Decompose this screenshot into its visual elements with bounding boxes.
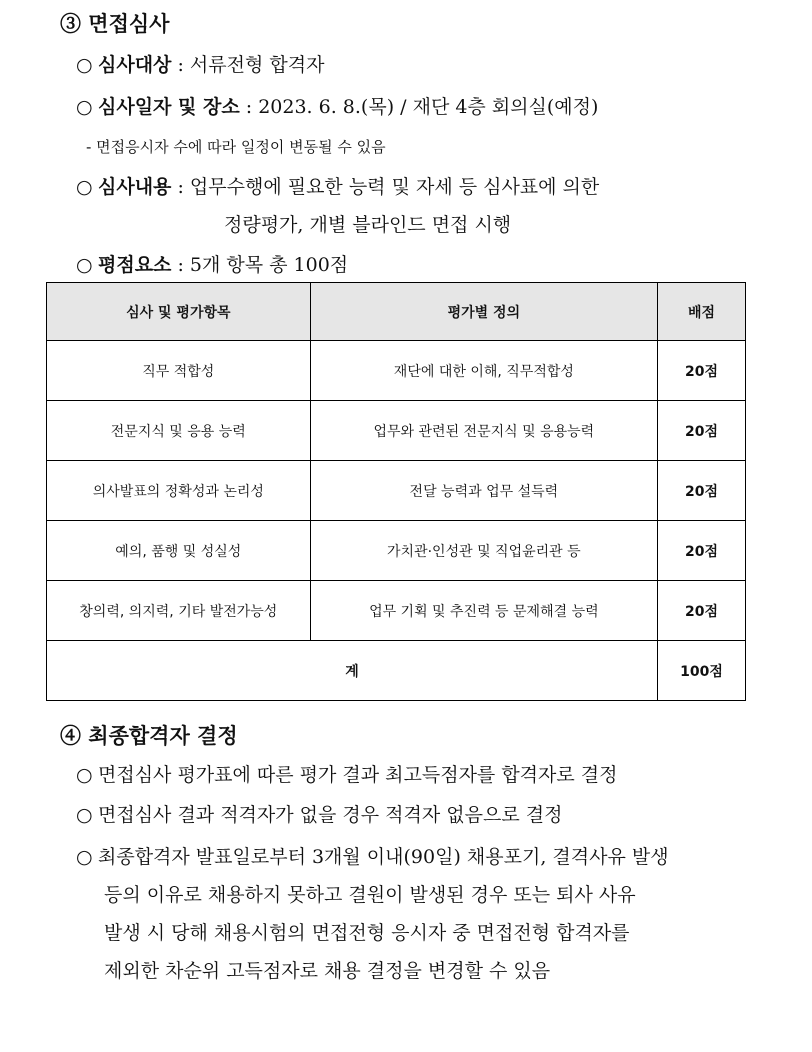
item-label: 심사일자 및 장소 <box>98 96 240 118</box>
header-points: 배점 <box>658 283 746 341</box>
bullet: ○ <box>76 846 93 868</box>
bullet: ○ <box>76 254 93 276</box>
item-content <box>76 172 599 199</box>
table-row <box>47 581 746 641</box>
cell-definition: 가치관·인성관 및 직업윤리관 등 <box>310 521 657 581</box>
item-label: 심사내용 <box>98 176 172 198</box>
table-row <box>47 521 746 581</box>
bullet: ○ <box>76 804 93 826</box>
header-item: 심사 및 평가항목 <box>47 283 311 341</box>
cell-item: 예의, 품행 및 성실성 <box>47 521 311 581</box>
cell-definition: 전달 능력과 업무 설득력 <box>310 461 657 521</box>
cell-definition: 업무 기획 및 추진력 등 문제해결 능력 <box>310 581 657 641</box>
cell-item: 전문지식 및 응용 능력 <box>47 401 311 461</box>
cell-points: 20점 <box>658 401 746 461</box>
cell-points: 20점 <box>658 581 746 641</box>
item-text: 2023. 6. 8.(목) / 재단 4층 회의실(예정) <box>258 96 599 118</box>
final-item-3-cont: 등의 이유로 채용하지 못하고 결원이 발생된 경우 또는 퇴사 사유 <box>104 884 636 906</box>
final-item-3 <box>76 842 669 869</box>
item-text: 5개 항목 총 100점 <box>189 254 349 276</box>
table-row <box>47 461 746 521</box>
cell-points: 20점 <box>658 521 746 581</box>
cell-item: 의사발표의 정확성과 논리성 <box>47 461 311 521</box>
section-3-title: ③ 면접심사 <box>60 11 170 36</box>
item-text: 면접심사 결과 적격자가 없을 경우 적격자 없음으로 결정 <box>98 804 563 826</box>
schedule-note: - 면접응시자 수에 따라 일정이 변동될 수 있음 <box>86 138 386 156</box>
cell-points: 20점 <box>658 341 746 401</box>
separator: : <box>239 96 259 118</box>
total-points: 100점 <box>658 641 746 701</box>
item-label: 평점요소 <box>98 254 172 276</box>
final-item-1 <box>76 760 617 787</box>
item-label: 심사대상 <box>98 54 172 76</box>
bullet: ○ <box>76 54 93 76</box>
cell-points: 20점 <box>658 461 746 521</box>
item-text: 업무수행에 필요한 능력 및 자세 등 심사표에 의한 <box>189 176 600 198</box>
final-item-3-cont: 발생 시 당해 채용시험의 면접전형 응시자 중 면접전형 합격자를 <box>104 922 630 944</box>
cell-definition: 업무와 관련된 전문지식 및 응용능력 <box>310 401 657 461</box>
header-definition: 평가별 정의 <box>310 283 657 341</box>
final-item-3-cont: 제외한 차순위 고득점자로 채용 결정을 변경할 수 있음 <box>104 960 551 982</box>
total-label: 계 <box>47 641 658 701</box>
bullet: ○ <box>76 764 93 786</box>
item-content-cont: 정량평가, 개별 블라인드 면접 시행 <box>224 214 512 236</box>
table-row <box>47 401 746 461</box>
cell-definition: 재단에 대한 이해, 직무적합성 <box>310 341 657 401</box>
item-scoring <box>76 250 348 277</box>
item-date-place <box>76 92 598 119</box>
table-row <box>47 341 746 401</box>
bullet: ○ <box>76 176 93 198</box>
table-total-row <box>47 641 746 701</box>
item-target <box>76 50 324 77</box>
item-text: 최종합격자 발표일로부터 3개월 이내(90일) 채용포기, 결격사유 발생 <box>98 846 669 868</box>
separator: : <box>171 254 190 276</box>
item-text: 면접심사 평가표에 따른 평가 결과 최고득점자를 합격자로 결정 <box>98 764 618 786</box>
bullet: ○ <box>76 96 93 118</box>
evaluation-table <box>46 282 746 701</box>
separator: : <box>171 54 190 76</box>
item-text: 서류전형 합격자 <box>189 54 325 76</box>
table-header-row <box>47 283 746 341</box>
final-item-2 <box>76 800 562 827</box>
separator: : <box>171 176 190 198</box>
cell-item: 직무 적합성 <box>47 341 311 401</box>
cell-item: 창의력, 의지력, 기타 발전가능성 <box>47 581 311 641</box>
section-4-title: ④ 최종합격자 결정 <box>60 723 238 748</box>
